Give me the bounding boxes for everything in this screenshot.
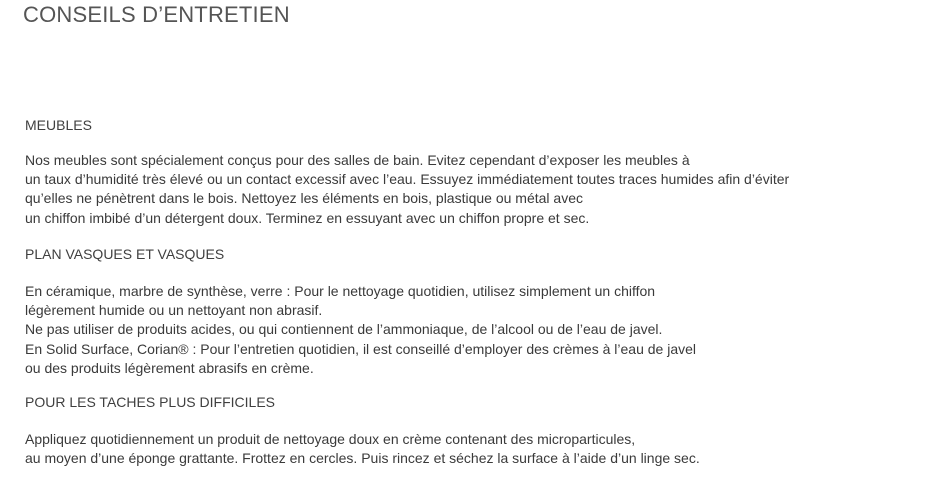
paragraph-line: légèrement humide ou un nettoyant non abrasif.: [25, 302, 323, 319]
paragraph-line: En Solid Surface, Corian® : Pour l’entretien quotidien, il est conseillé d’employer des crèmes à l’eau de javel: [25, 340, 697, 357]
section-heading-plan-vasques: PLAN VASQUES ET VASQUES: [25, 246, 225, 262]
section-heading-meubles: MEUBLES: [25, 117, 92, 133]
paragraph-line: Ne pas utiliser de produits acides, ou qui contiennent de l’ammoniaque, de l’alcool ou de l’eau de javel.: [25, 321, 663, 338]
paragraph-line: Appliquez quotidiennement un produit de nettoyage doux en crème contenant des microparticules,: [25, 431, 636, 447]
page-title: CONSEILS D’ENTRETIEN: [23, 2, 290, 27]
section-heading-taches: POUR LES TACHES PLUS DIFFICILES: [25, 394, 275, 410]
paragraph-line: au moyen d’une éponge grattante. Frottez en cercles. Puis rincez et séchez la surface à l’aide d’un linge sec.: [25, 450, 700, 467]
paragraph-line: un taux d’humidité très élevé ou un contact excessif avec l’eau. Essuyez immédiatement toutes traces humides afin d’éviter: [25, 171, 790, 188]
paragraph-line: ou des produits légèrement abrasifs en crème.: [25, 359, 314, 376]
paragraph-meubles: [25, 151, 789, 228]
paragraph-plan-vasques: [25, 282, 696, 378]
paragraph-line: un chiffon imbibé d’un détergent doux. Terminez en essuyant avec un chiffon propre et sec.: [25, 209, 590, 226]
paragraph-line: En céramique, marbre de synthèse, verre : Pour le nettoyage quotidien, utilisez simplement un chiffon: [25, 283, 656, 299]
paragraph-line: qu’elles ne pénètrent dans le bois. Nettoyez les éléments en bois, plastique ou métal avec: [25, 190, 584, 207]
paragraph-line: Nos meubles sont spécialement conçus pour des salles de bain. Evitez cependant d’exposer les meubles à: [25, 152, 690, 168]
paragraph-taches: [25, 430, 700, 468]
